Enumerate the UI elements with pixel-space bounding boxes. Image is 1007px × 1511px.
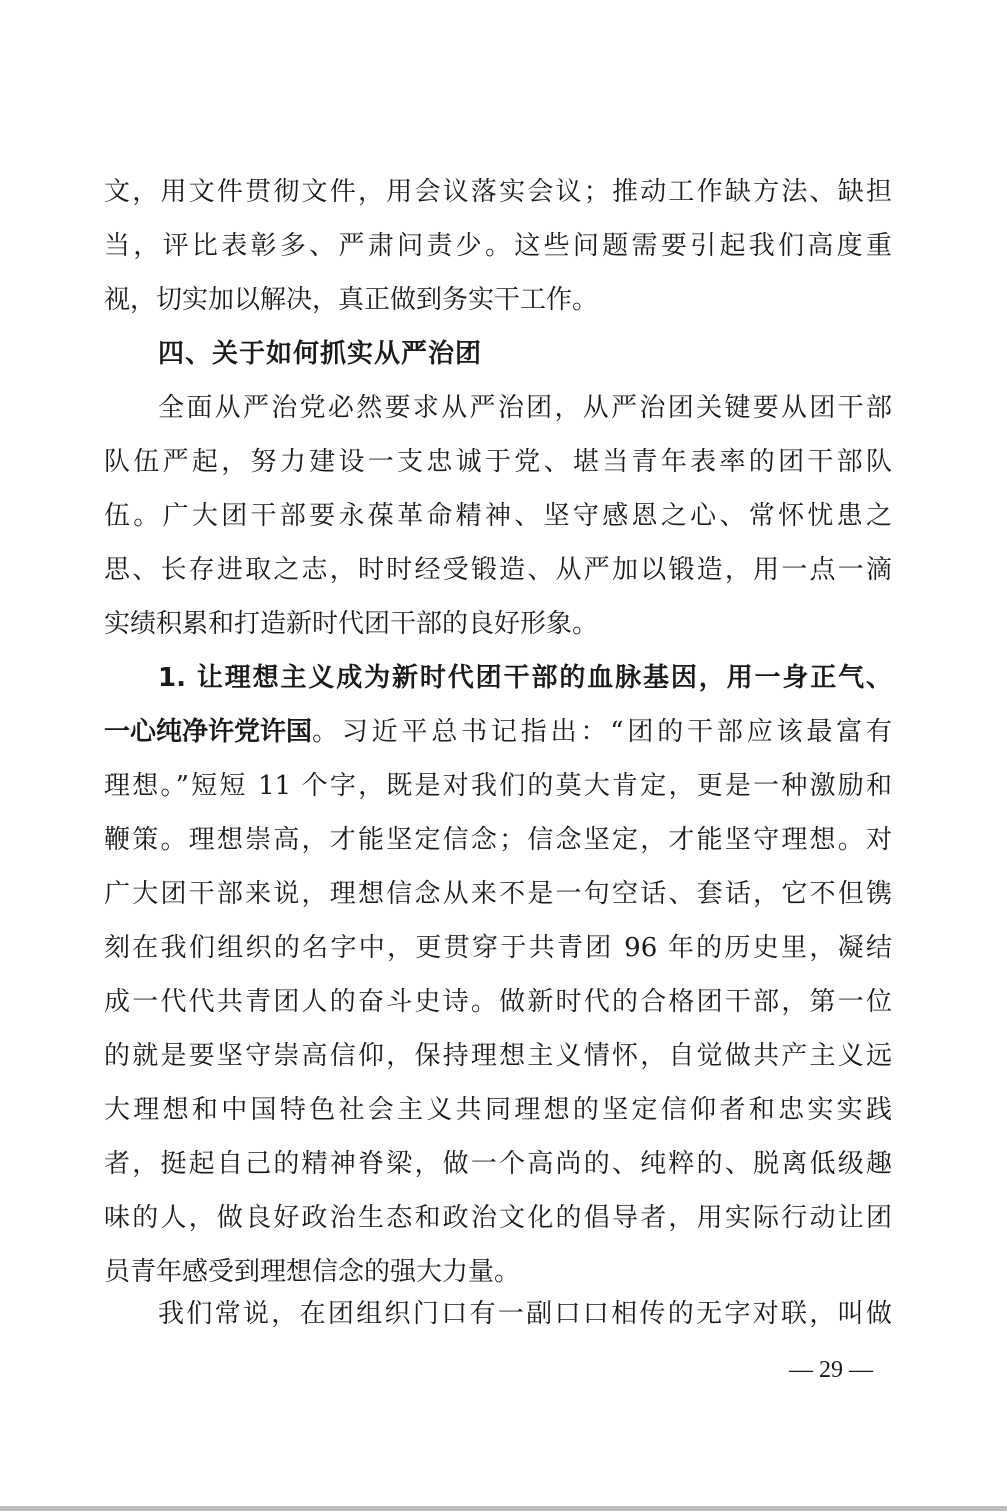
body-text-line: 队伍严起，努力建设一支忠诚于党、堪当青年表率的团干部队 [104, 447, 892, 477]
mixed-text-line [104, 712, 892, 752]
body-text-segment: 。习近平总书记指出：“团的干部应该最富有 [312, 717, 892, 747]
body-text-line: 广大团干部来说，理想信念从来不是一句空话、套话，它不但镌 [104, 879, 892, 909]
bottom-edge-divider [0, 1506, 1007, 1511]
body-text-line: 鞭策。理想崇高，才能坚定信念；信念坚定，才能坚守理想。对 [104, 825, 892, 855]
subsection-heading-continuation: 一心纯净许党许国 [104, 717, 313, 747]
body-text-line: 员青年感受到理想信念的强大力量。 [104, 1257, 521, 1287]
body-text-line: 当，评比表彰多、严肃问责少。这些问题需要引起我们高度重 [104, 231, 892, 261]
body-text-line: 伍。广大团干部要永葆革命精神、坚守感恩之心、常怀忧患之 [104, 501, 892, 531]
body-text-line: 大理想和中国特色社会主义共同理想的坚定信仰者和忠实实践 [104, 1095, 892, 1125]
body-text-line: 的就是要坚守崇高信仰，保持理想主义情怀，自觉做共产主义远 [104, 1041, 892, 1071]
body-text-line: 全面从严治党必然要求从严治团，从严治团关键要从团干部 [158, 393, 892, 423]
body-text-line: 刻在我们组织的名字中，更贯穿于共青团 96 年的历史里，凝结 [104, 933, 892, 963]
body-text-line: 实绩积累和打造新时代团干部的良好形象。 [104, 609, 599, 639]
body-text-line: 我们常说，在团组织门口有一副口口相传的无字对联，叫做 [158, 1299, 892, 1329]
body-text-line: 理想。”短短 11 个字，既是对我们的莫大肯定，更是一种激励和 [104, 771, 892, 801]
page-number: — 29 — [789, 1357, 873, 1383]
body-text-line: 文，用文件贯彻文件，用会议落实会议；推动工作缺方法、缺担 [104, 177, 892, 207]
body-text-line: 味的人，做良好政治生态和政治文化的倡导者，用实际行动让团 [104, 1203, 892, 1233]
body-text-line: 者，挺起自己的精神脊梁，做一个高尚的、纯粹的、脱离低级趣 [104, 1149, 892, 1179]
section-heading: 四、关于如何抓实从严治团 [158, 339, 483, 369]
subsection-heading: 1. 让理想主义成为新时代团干部的血脉基因，用一身正气、 [158, 663, 892, 693]
body-text-line: 视，切实加以解决，真正做到务实干工作。 [104, 285, 599, 315]
body-text-line: 思、长存进取之志，时时经受锻造、从严加以锻造，用一点一滴 [104, 555, 892, 585]
body-text-line: 成一代代共青团人的奋斗史诗。做新时代的合格团干部，第一位 [104, 987, 892, 1017]
